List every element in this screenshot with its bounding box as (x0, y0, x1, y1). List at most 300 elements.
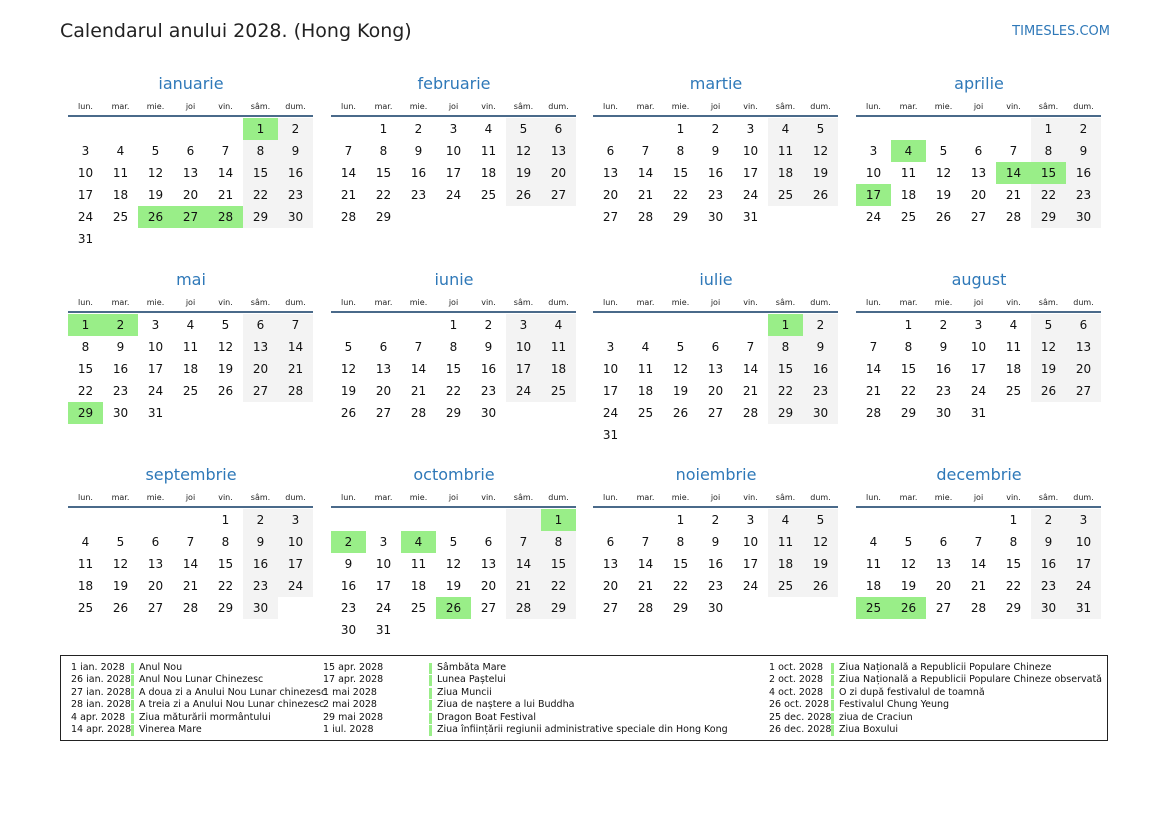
day-cell: 27 (707, 406, 724, 420)
weekday-label: sâm. (250, 297, 271, 307)
day-cell: 28 (278, 380, 313, 402)
day-cell: 8 (243, 140, 278, 162)
day-cell: 25 (637, 406, 654, 420)
day-cell: 28 (340, 210, 357, 224)
empty-cell (663, 314, 698, 336)
day-cell: 19 (803, 553, 838, 575)
day-cell: 23 (803, 380, 838, 402)
day-cell: 13 (147, 557, 164, 571)
day-cell: 12 (900, 557, 917, 571)
holiday-date: 17 apr. 2028 (323, 674, 384, 686)
day-cell: 30 (707, 601, 724, 615)
weekday-label: sâm. (775, 297, 796, 307)
header-divider (856, 115, 1101, 117)
day-cell: 15 (243, 162, 278, 184)
day-cell: 19 (147, 188, 164, 202)
day-cell: 14 (340, 166, 357, 180)
weekday-label: mie. (409, 297, 428, 307)
day-cell: 28 (865, 406, 882, 420)
day-cell: 22 (672, 579, 689, 593)
empty-cell (331, 509, 366, 531)
weekday-label: mie. (671, 101, 690, 111)
weekday-label: mar. (636, 492, 655, 502)
day-cell: 27 (541, 184, 576, 206)
day-cell: 8 (904, 340, 913, 354)
day-cell: 11 (541, 336, 576, 358)
holiday-date: 1 mai 2028 (323, 686, 377, 698)
day-cell: 21 (970, 579, 987, 593)
day-cell: 21 (182, 579, 199, 593)
day-cell: 20 (935, 579, 952, 593)
weekday-label: lun. (866, 492, 881, 502)
day-cell: 26 (672, 406, 689, 420)
holiday-name: Lunea Paștelui (437, 674, 506, 686)
day-cell: 29 (217, 601, 234, 615)
day-cell: 10 (445, 144, 462, 158)
day-cell: 17 (278, 553, 313, 575)
empty-cell (436, 509, 471, 531)
day-cell: 14 (410, 362, 427, 376)
empty-cell (68, 118, 103, 140)
month-name: iulie (699, 270, 733, 289)
day-cell: 13 (243, 336, 278, 358)
day-cell: 9 (711, 144, 720, 158)
day-cell: 12 (1031, 336, 1066, 358)
day-cell: 23 (112, 384, 129, 398)
day-cell: 11 (768, 531, 803, 553)
day-cell: 23 (1066, 184, 1101, 206)
day-cell: 20 (147, 579, 164, 593)
day-cell: 22 (1005, 579, 1022, 593)
month-name: mai (176, 270, 206, 289)
day-cell: 21 (637, 188, 654, 202)
holiday-name: Ziua Națională a Republicii Populare Chineze observată (839, 674, 1102, 686)
day-cell: 9 (484, 340, 493, 354)
day-cell: 21 (742, 384, 759, 398)
day-cell: 29 (243, 206, 278, 228)
holiday-marker (131, 688, 134, 699)
day-cell: 25 (410, 601, 427, 615)
empty-cell (628, 509, 663, 531)
weekday-label: joi (973, 297, 984, 307)
day-cell: 22 (672, 188, 689, 202)
day-cell: 2 (711, 122, 720, 136)
day-cell: 19 (217, 362, 234, 376)
day-grid (593, 509, 839, 619)
month-aprilie (856, 73, 1102, 228)
day-cell: 10 (506, 336, 541, 358)
day-cell: 16 (410, 166, 427, 180)
day-cell: 24 (506, 380, 541, 402)
brand-link[interactable]: TIMESLES.COM (1012, 24, 1110, 39)
empty-cell (366, 509, 401, 531)
day-cell: 16 (935, 362, 952, 376)
day-cell: 3 (746, 513, 755, 527)
month-name: octombrie (413, 465, 495, 484)
holiday-date: 4 apr. 2028 (71, 711, 126, 723)
holiday-date: 27 ian. 2028 (71, 686, 131, 698)
weekday-label: mie. (409, 101, 428, 111)
day-cell: 11 (77, 557, 94, 571)
day-cell: 17 (1066, 553, 1101, 575)
day-grid (856, 118, 1102, 228)
day-cell: 28 (506, 597, 541, 619)
day-cell: 23 (1031, 575, 1066, 597)
day-cell: 12 (803, 140, 838, 162)
day-cell: 19 (803, 162, 838, 184)
weekday-label: mar. (111, 492, 130, 502)
month-name: noiembrie (675, 465, 757, 484)
holiday-day-cell: 27 (173, 206, 208, 228)
day-cell: 2 (1031, 509, 1066, 531)
day-cell: 8 (768, 336, 803, 358)
day-cell: 15 (1005, 557, 1022, 571)
day-cell: 9 (116, 340, 125, 354)
day-cell: 26 (112, 601, 129, 615)
weekday-label: dum. (285, 297, 306, 307)
holiday-day-cell: 25 (856, 597, 891, 619)
day-cell: 22 (217, 579, 234, 593)
day-cell: 9 (711, 535, 720, 549)
day-cell: 2 (1066, 118, 1101, 140)
day-cell: 15 (445, 362, 462, 376)
day-cell: 12 (506, 140, 541, 162)
day-cell: 31 (602, 428, 619, 442)
day-cell: 9 (243, 531, 278, 553)
day-cell: 11 (182, 340, 199, 354)
day-cell: 23 (707, 188, 724, 202)
weekday-label: sâm. (513, 492, 534, 502)
weekday-label: joi (710, 492, 721, 502)
empty-cell (173, 118, 208, 140)
day-cell: 18 (480, 166, 497, 180)
day-cell: 14 (217, 166, 234, 180)
day-cell: 24 (970, 384, 987, 398)
holiday-day-cell: 2 (103, 314, 138, 336)
day-cell: 19 (506, 162, 541, 184)
day-cell: 9 (1066, 140, 1101, 162)
weekday-label: vin. (743, 492, 758, 502)
day-cell: 4 (768, 118, 803, 140)
weekday-label: sâm. (1038, 297, 1059, 307)
empty-cell (891, 509, 926, 531)
holiday-date: 25 dec. 2028 (769, 711, 832, 723)
day-cell: 3 (974, 318, 983, 332)
empty-cell (926, 509, 961, 531)
header-divider (856, 506, 1101, 508)
holiday-name: Anul Nou (139, 662, 183, 673)
weekday-header (68, 488, 314, 506)
day-cell: 17 (742, 166, 759, 180)
weekday-label: lun. (341, 101, 356, 111)
header-divider (68, 311, 313, 313)
day-cell: 13 (375, 362, 392, 376)
day-cell: 28 (970, 601, 987, 615)
month-iunie (331, 269, 577, 424)
holiday-day-cell: 26 (891, 597, 926, 619)
day-cell: 31 (147, 406, 164, 420)
day-cell: 10 (602, 362, 619, 376)
day-cell: 28 (742, 406, 759, 420)
day-cell: 4 (484, 122, 493, 136)
day-cell: 25 (541, 380, 576, 402)
weekday-label: dum. (285, 101, 306, 111)
day-cell: 26 (217, 384, 234, 398)
day-cell: 28 (1005, 210, 1022, 224)
header-divider (68, 115, 313, 117)
holiday-marker (131, 700, 134, 711)
day-cell: 17 (147, 362, 164, 376)
day-cell: 5 (116, 535, 125, 549)
holiday-date: 29 mai 2028 (323, 711, 384, 723)
header-divider (593, 115, 838, 117)
holiday-name: Sâmbăta Mare (437, 662, 507, 673)
month-name: septembrie (145, 465, 237, 484)
day-grid (331, 118, 577, 228)
holiday-date: 26 ian. 2028 (71, 674, 131, 686)
day-cell: 28 (410, 406, 427, 420)
holiday-day-cell: 1 (541, 509, 576, 531)
day-cell: 10 (970, 340, 987, 354)
day-cell: 29 (375, 210, 392, 224)
day-cell: 18 (1005, 362, 1022, 376)
day-cell: 30 (243, 597, 278, 619)
month-name: februarie (417, 74, 491, 93)
day-cell: 24 (742, 188, 759, 202)
day-cell: 14 (742, 362, 759, 376)
weekday-label: mar. (899, 101, 918, 111)
day-cell: 15 (672, 557, 689, 571)
weekday-label: dum. (1073, 101, 1094, 111)
day-cell: 31 (742, 210, 759, 224)
day-cell: 25 (1005, 384, 1022, 398)
day-cell: 7 (974, 535, 983, 549)
weekday-label: joi (448, 297, 459, 307)
day-grid (68, 314, 314, 424)
day-cell: 16 (1066, 162, 1101, 184)
holiday-name: Ziua Națională a Republicii Populare Chineze (839, 662, 1052, 673)
weekday-header (593, 97, 839, 115)
day-cell: 8 (541, 531, 576, 553)
day-cell: 15 (375, 166, 392, 180)
weekday-label: mar. (374, 297, 393, 307)
day-cell: 7 (278, 314, 313, 336)
day-cell: 31 (1066, 597, 1101, 619)
weekday-label: mie. (146, 101, 165, 111)
day-cell: 18 (182, 362, 199, 376)
holiday-marker (131, 663, 134, 674)
day-cell: 24 (742, 579, 759, 593)
day-cell: 6 (151, 535, 160, 549)
day-cell: 16 (707, 166, 724, 180)
header-divider (331, 311, 576, 313)
weekday-label: joi (710, 297, 721, 307)
holiday-day-cell: 15 (1031, 162, 1066, 184)
weekday-header (593, 488, 839, 506)
empty-cell (401, 314, 436, 336)
day-cell: 25 (112, 210, 129, 224)
holiday-marker (831, 675, 834, 686)
weekday-label: sâm. (1038, 492, 1059, 502)
day-cell: 13 (602, 557, 619, 571)
weekday-label: sâm. (1038, 101, 1059, 111)
empty-cell (593, 118, 628, 140)
month-martie (593, 73, 839, 228)
day-cell: 31 (77, 232, 94, 246)
day-cell: 25 (77, 601, 94, 615)
weekday-label: joi (973, 101, 984, 111)
day-cell: 15 (672, 166, 689, 180)
day-cell: 5 (506, 118, 541, 140)
day-cell: 24 (375, 601, 392, 615)
holiday-day-cell: 4 (891, 140, 926, 162)
empty-cell (331, 314, 366, 336)
empty-cell (856, 314, 891, 336)
weekday-label: dum. (548, 101, 569, 111)
day-cell: 24 (147, 384, 164, 398)
weekday-label: vin. (218, 492, 233, 502)
day-cell: 3 (506, 314, 541, 336)
day-cell: 3 (449, 122, 458, 136)
weekday-label: vin. (218, 101, 233, 111)
weekday-header (856, 293, 1102, 311)
header-divider (856, 311, 1101, 313)
day-cell: 8 (379, 144, 388, 158)
holiday-name: Ziua înființării regiunii administrative speciale din Hong Kong (437, 723, 728, 735)
day-cell: 17 (77, 188, 94, 202)
day-cell: 2 (243, 509, 278, 531)
day-cell: 7 (221, 144, 230, 158)
day-cell: 21 (637, 579, 654, 593)
day-cell: 30 (480, 406, 497, 420)
weekday-label: mie. (934, 101, 953, 111)
weekday-label: mie. (146, 297, 165, 307)
day-cell: 16 (1031, 553, 1066, 575)
day-cell: 29 (900, 406, 917, 420)
holiday-marker (429, 713, 432, 724)
day-cell: 12 (445, 557, 462, 571)
day-cell: 3 (869, 144, 878, 158)
weekday-label: joi (185, 297, 196, 307)
holiday-name: Ziua Boxului (839, 723, 898, 735)
holiday-marker (131, 713, 134, 724)
holiday-date: 1 oct. 2028 (769, 662, 824, 673)
day-cell: 30 (340, 623, 357, 637)
day-cell: 1 (221, 513, 230, 527)
empty-cell (506, 509, 541, 531)
holiday-day-cell: 1 (68, 314, 103, 336)
day-cell: 13 (602, 166, 619, 180)
weekday-label: mie. (409, 492, 428, 502)
day-cell: 8 (221, 535, 230, 549)
day-cell: 8 (676, 535, 685, 549)
day-cell: 11 (410, 557, 427, 571)
day-cell: 25 (768, 184, 803, 206)
weekday-label: mie. (934, 297, 953, 307)
day-cell: 9 (278, 140, 313, 162)
holiday-marker (429, 663, 432, 674)
empty-cell (961, 509, 996, 531)
weekday-header (856, 488, 1102, 506)
day-cell: 18 (541, 358, 576, 380)
day-cell: 1 (1031, 118, 1066, 140)
weekday-label: mar. (111, 101, 130, 111)
empty-cell (593, 509, 628, 531)
day-cell: 30 (707, 210, 724, 224)
day-cell: 9 (803, 336, 838, 358)
holiday-name: Ziua Muncii (437, 686, 492, 698)
day-cell: 23 (480, 384, 497, 398)
weekday-label: dum. (1073, 297, 1094, 307)
day-cell: 7 (746, 340, 755, 354)
day-cell: 19 (112, 579, 129, 593)
day-cell: 6 (243, 314, 278, 336)
day-cell: 11 (865, 557, 882, 571)
day-cell: 26 (1031, 380, 1066, 402)
day-cell: 31 (970, 406, 987, 420)
day-cell: 21 (278, 358, 313, 380)
month-noiembrie (593, 464, 839, 619)
day-cell: 11 (1005, 340, 1022, 354)
day-cell: 22 (541, 575, 576, 597)
day-cell: 13 (1066, 336, 1101, 358)
day-cell: 13 (480, 557, 497, 571)
day-cell: 18 (768, 553, 803, 575)
day-cell: 29 (541, 597, 576, 619)
day-cell: 9 (414, 144, 423, 158)
day-cell: 25 (480, 188, 497, 202)
day-cell: 28 (637, 601, 654, 615)
empty-cell (961, 118, 996, 140)
header-divider (331, 506, 576, 508)
holiday-name: ziua de Craciun (839, 711, 913, 723)
weekday-header (331, 293, 577, 311)
holiday-date: 26 dec. 2028 (769, 723, 832, 735)
empty-cell (208, 118, 243, 140)
day-cell: 5 (221, 318, 230, 332)
weekday-label: lun. (603, 492, 618, 502)
day-cell: 12 (935, 166, 952, 180)
day-cell: 1 (1009, 513, 1018, 527)
day-cell: 9 (1031, 531, 1066, 553)
holiday-name: A doua zi a Anului Nou Lunar chinezesc (139, 686, 327, 698)
holiday-date: 1 iul. 2028 (323, 723, 374, 735)
empty-cell (331, 118, 366, 140)
day-cell: 5 (1031, 314, 1066, 336)
weekday-label: vin. (481, 297, 496, 307)
empty-cell (856, 509, 891, 531)
day-cell: 6 (939, 535, 948, 549)
day-cell: 2 (278, 118, 313, 140)
day-cell: 15 (77, 362, 94, 376)
day-cell: 20 (541, 162, 576, 184)
empty-cell (366, 314, 401, 336)
weekday-label: lun. (603, 297, 618, 307)
weekday-label: sâm. (775, 101, 796, 111)
weekday-label: vin. (218, 297, 233, 307)
empty-cell (401, 509, 436, 531)
day-cell: 6 (711, 340, 720, 354)
holiday-date: 1 ian. 2028 (71, 662, 125, 673)
weekday-header (331, 488, 577, 506)
holiday-legend (60, 655, 1108, 741)
day-cell: 26 (506, 184, 541, 206)
month-august (856, 269, 1102, 424)
day-cell: 21 (340, 188, 357, 202)
weekday-label: lun. (866, 101, 881, 111)
day-cell: 26 (803, 575, 838, 597)
day-cell: 24 (445, 188, 462, 202)
